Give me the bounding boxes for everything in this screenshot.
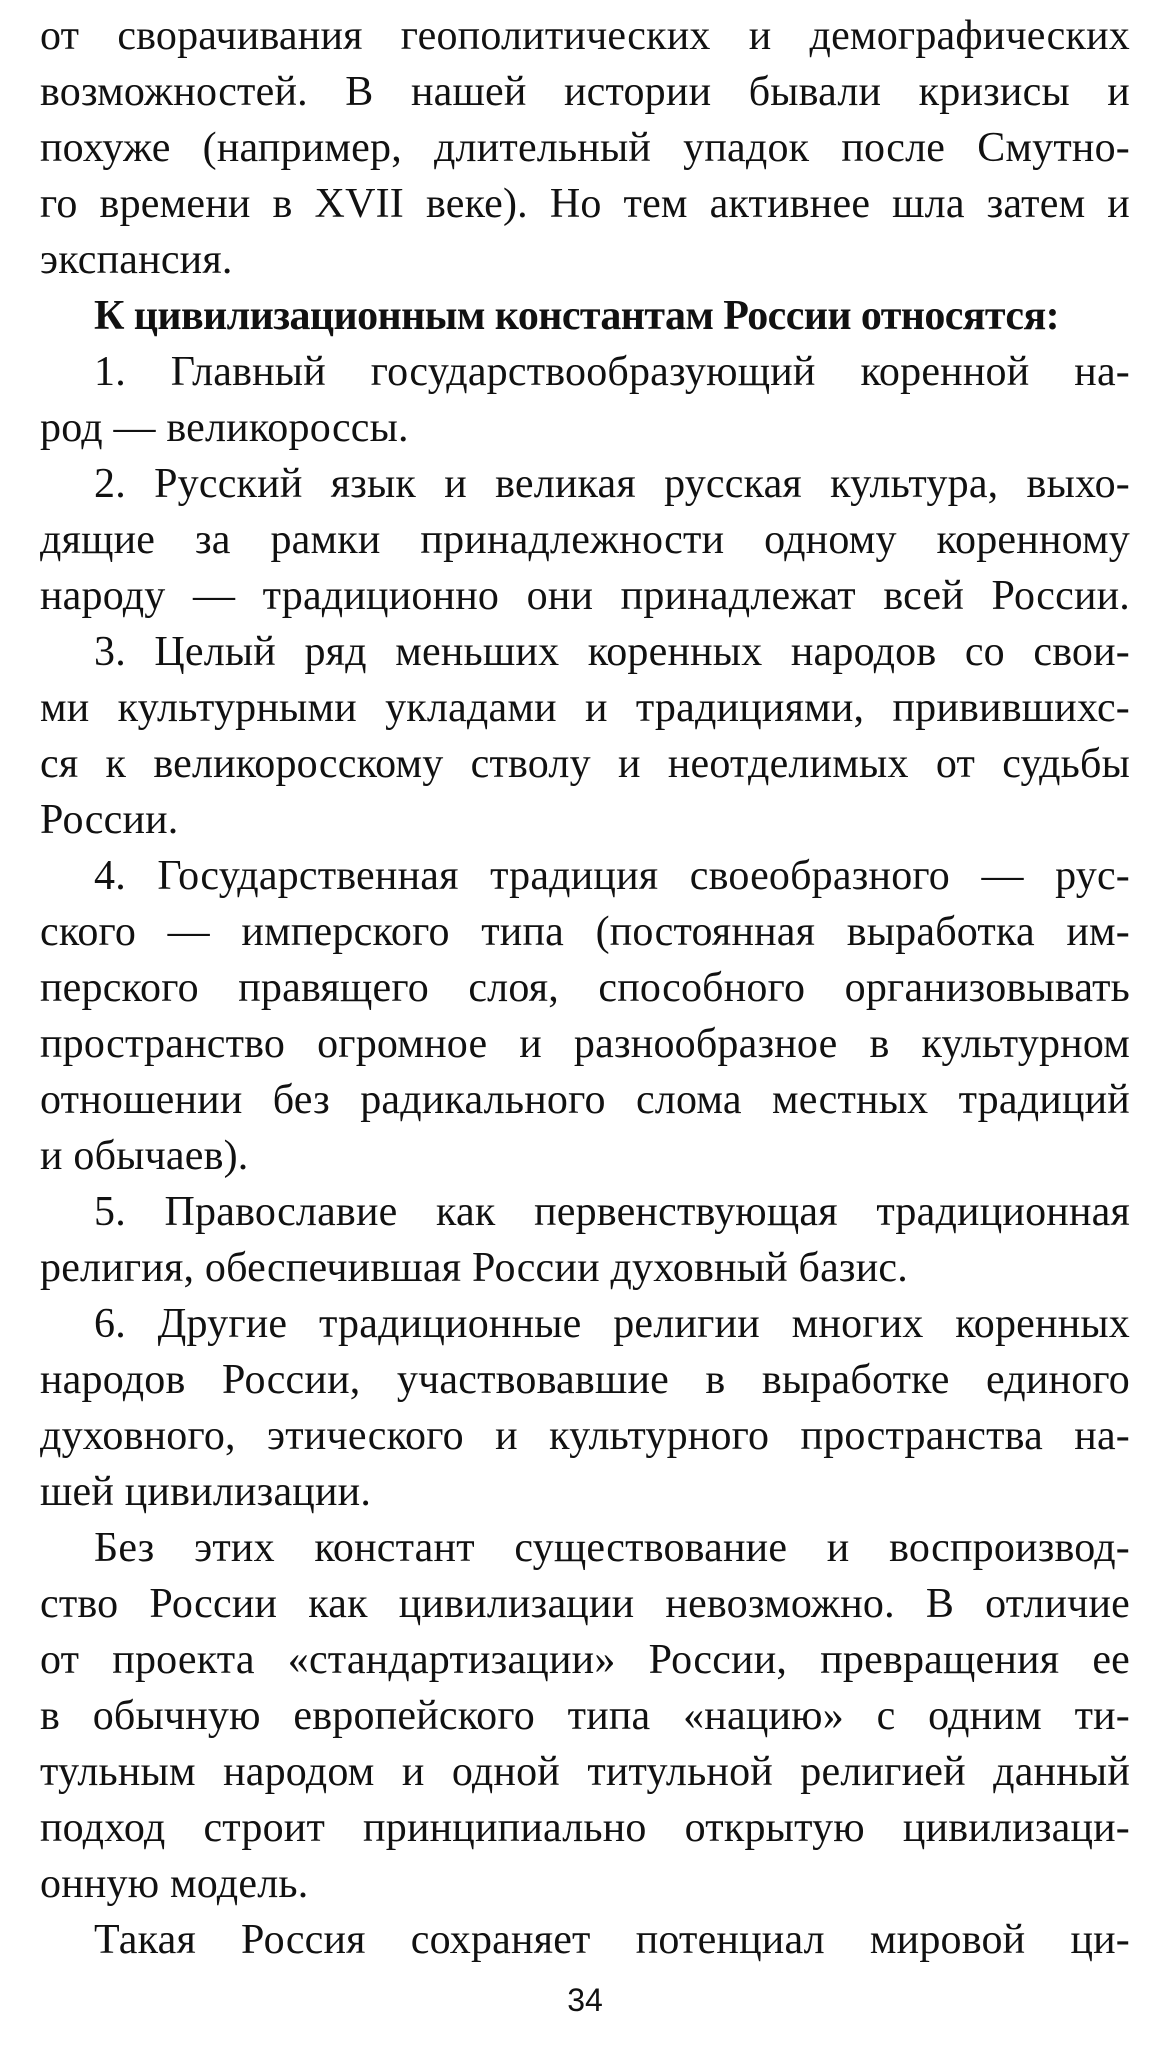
list-item-6-line: шей цивилизации. (40, 1469, 372, 1515)
list-item-5-line: религия, обеспечившая России духовный базис. (40, 1245, 908, 1291)
list-item-5-line: 5. Православие как первенствующая традиционная (94, 1189, 1130, 1235)
list-item-2-line: народу — традиционно они принадлежат всей России. (40, 573, 1130, 619)
section-heading: К цивилизационным константам России относятся: (94, 293, 1059, 339)
list-item-6-line: 6. Другие традиционные религии многих коренных (94, 1301, 1130, 1347)
list-item-4-line: отношении без радикального слома местных традиций (40, 1077, 1130, 1123)
text-line: го времени в XVII веке). Но тем активнее шла затем и (40, 181, 1130, 227)
paragraph-line: ство России как цивилизации невозможно. В отличие (40, 1581, 1130, 1627)
paragraph-line: Без этих констант существование и воспроизвод- (94, 1525, 1130, 1571)
list-item-3-line: России. (40, 797, 179, 843)
list-item-1-line: род — великороссы. (40, 405, 409, 451)
page-number: 34 (567, 1982, 603, 2018)
text-line: возможностей. В нашей истории бывали кризисы и (40, 69, 1130, 115)
paragraph-line: подход строит принципиально открытую цивилизаци- (40, 1805, 1130, 1851)
list-item-1-line: 1. Главный государствообразующий коренной на- (94, 349, 1130, 395)
list-item-3-line: 3. Целый ряд меньших коренных народов со свои- (94, 629, 1130, 675)
list-item-4-line: и обычаев). (40, 1133, 249, 1179)
list-item-6-line: духовного, этического и культурного пространства на- (40, 1413, 1130, 1459)
list-item-4-line: 4. Государственная традиция своеобразного — рус- (94, 853, 1130, 899)
book-page (40, 0, 1130, 2061)
list-item-2-line: дящие за рамки принадлежности одному коренному (40, 517, 1130, 563)
list-item-2-line: 2. Русский язык и великая русская культура, выхо- (94, 461, 1130, 507)
paragraph-line: онную модель. (40, 1861, 309, 1907)
paragraph-line: в обычную европейского типа «нацию» с одним ти- (40, 1693, 1130, 1739)
list-item-3-line: ми культурными укладами и традициями, привившихс- (40, 685, 1130, 731)
list-item-4-line: пространство огромное и разнообразное в культурном (40, 1021, 1130, 1067)
paragraph-line: тульным народом и одной титульной религией данный (40, 1749, 1130, 1795)
text-line: похуже (например, длительный упадок после Смутно- (40, 125, 1130, 171)
paragraph-line: Такая Россия сохраняет потенциал мировой ци- (94, 1917, 1130, 1963)
list-item-3-line: ся к великоросскому стволу и неотделимых от судьбы (40, 741, 1130, 787)
list-item-4-line: перского правящего слоя, способного организовывать (40, 965, 1130, 1011)
list-item-4-line: ского — имперского типа (постоянная выработка им- (40, 909, 1130, 955)
text-line: от сворачивания геополитических и демографических (40, 13, 1130, 59)
list-item-6-line: народов России, участвовавшие в выработке единого (40, 1357, 1130, 1403)
text-line: экспансия. (40, 237, 233, 283)
paragraph-line: от проекта «стандартизации» России, превращения ее (40, 1637, 1130, 1683)
